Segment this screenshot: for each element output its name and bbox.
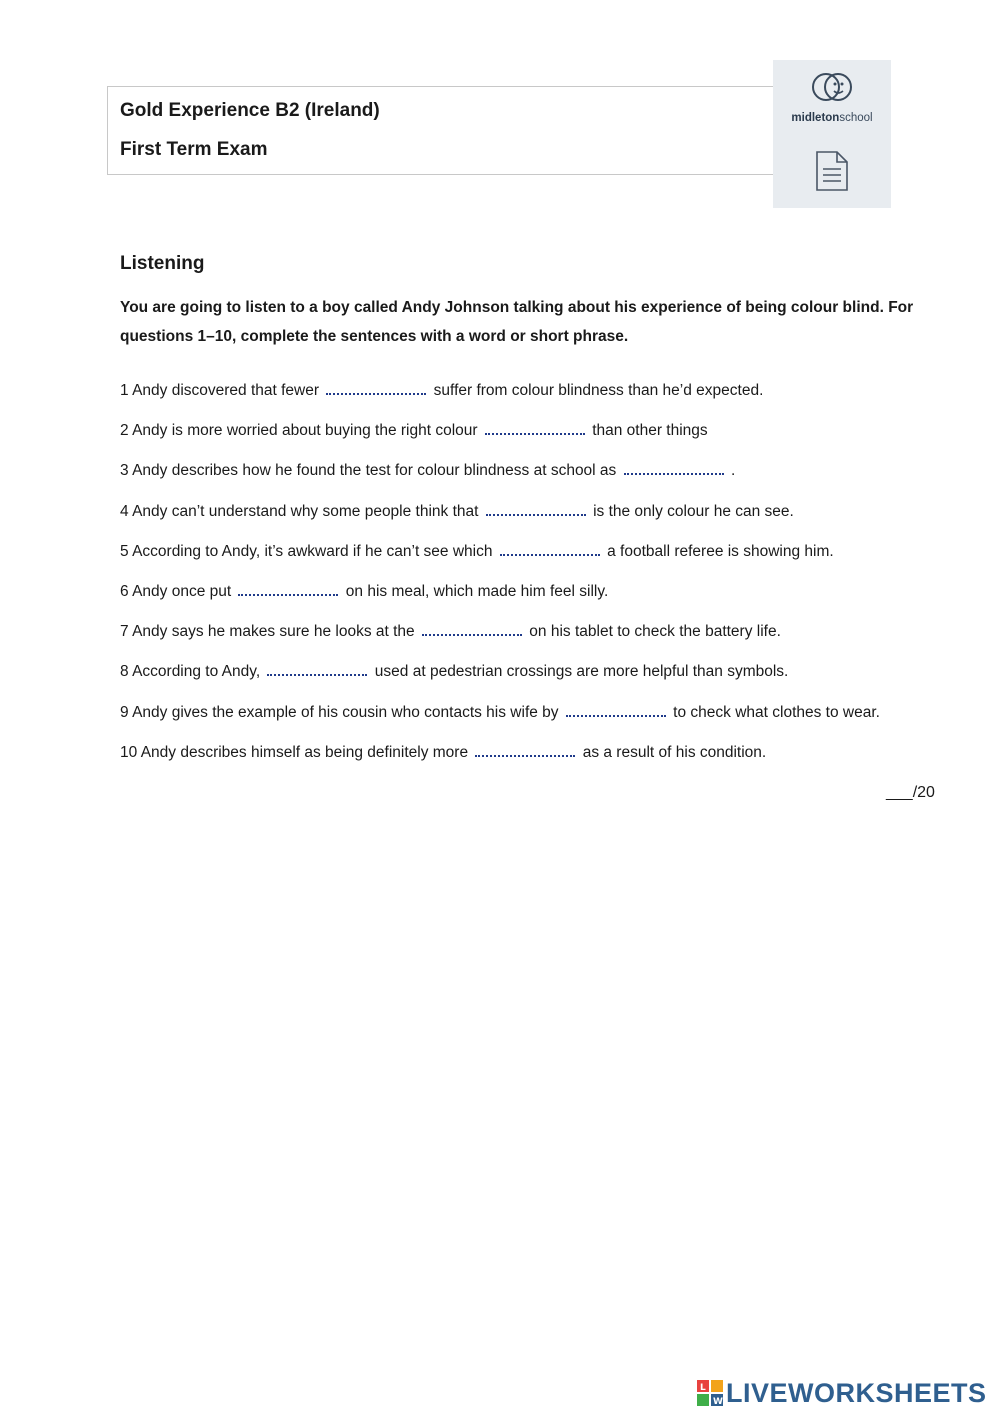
instructions: You are going to listen to a boy called Andy Johnson talking about his experience of being colour blind. For questions 1–10, complete the sentences with a word or short phrase. (120, 299, 914, 345)
course-title: Gold Experience B2 (Ireland) (120, 100, 380, 121)
question-text: 6 Andy once put (120, 582, 232, 600)
question-text: on his meal, which made him feel silly. (345, 582, 609, 600)
answer-blank-5[interactable] (500, 542, 600, 556)
score-field: ___/20 (886, 784, 935, 801)
logo-letter: W (713, 1397, 723, 1406)
question-text: . (730, 462, 736, 480)
question-text: is the only colour he can see. (593, 502, 794, 520)
question-list (120, 381, 950, 783)
answer-blank-1[interactable] (326, 381, 426, 395)
question-1 (120, 381, 950, 421)
answer-blank-8[interactable] (267, 662, 367, 676)
answer-blank-10[interactable] (475, 743, 575, 757)
logo-letter: L (700, 1383, 706, 1393)
question-4 (120, 502, 950, 542)
question-text: as a result of his condition. (582, 743, 767, 761)
question-text: a football referee is showing him. (607, 542, 834, 560)
question-text: 3 Andy describes how he found the test for colour blindness at school as (120, 462, 617, 480)
answer-blank-2[interactable] (485, 421, 585, 435)
answer-blank-7[interactable] (422, 622, 522, 636)
question-10 (120, 743, 950, 783)
question-text: 8 According to Andy, (120, 663, 261, 681)
school-name (773, 112, 891, 124)
question-9 (120, 703, 950, 743)
exam-title: First Term Exam (120, 139, 268, 160)
answer-blank-4[interactable] (486, 502, 586, 516)
faces-logo-icon (808, 69, 856, 105)
school-name-light: school (839, 112, 873, 124)
liveworksheets-logo-icon (697, 1380, 723, 1406)
question-text: than other things (592, 422, 708, 440)
question-text: 4 Andy can’t understand why some people think that (120, 502, 479, 520)
question-5 (120, 542, 950, 582)
school-logo-panel (773, 60, 891, 208)
question-text: on his tablet to check the battery life. (529, 623, 781, 641)
answer-blank-6[interactable] (238, 582, 338, 596)
question-text: 2 Andy is more worried about buying the right colour (120, 422, 478, 440)
brand-name: LIVEWORKSHEETS (726, 1377, 987, 1408)
question-6 (120, 582, 950, 622)
question-text: suffer from colour blindness than he’d expected. (433, 382, 764, 399)
question-text: 7 Andy says he makes sure he looks at the (120, 623, 415, 641)
school-name-bold: midleton (791, 112, 840, 124)
section-title: Listening (120, 253, 205, 274)
exam-header (107, 86, 775, 175)
question-text: 5 According to Andy, it’s awkward if he can’t see which (120, 542, 493, 560)
question-3 (120, 461, 950, 501)
answer-blank-9[interactable] (566, 703, 666, 717)
question-text: 1 Andy discovered that fewer (120, 382, 320, 399)
question-text: 9 Andy gives the example of his cousin who contacts his wife by (120, 703, 559, 721)
question-text: used at pedestrian crossings are more helpful than symbols. (374, 663, 789, 681)
question-text: 10 Andy describes himself as being definitely more (120, 743, 469, 761)
liveworksheets-brand (697, 1376, 987, 1410)
question-text: to check what clothes to wear. (673, 703, 880, 721)
question-2 (120, 421, 950, 461)
question-8 (120, 662, 950, 702)
answer-blank-3[interactable] (624, 461, 724, 475)
question-7 (120, 622, 950, 662)
document-icon (815, 150, 849, 192)
